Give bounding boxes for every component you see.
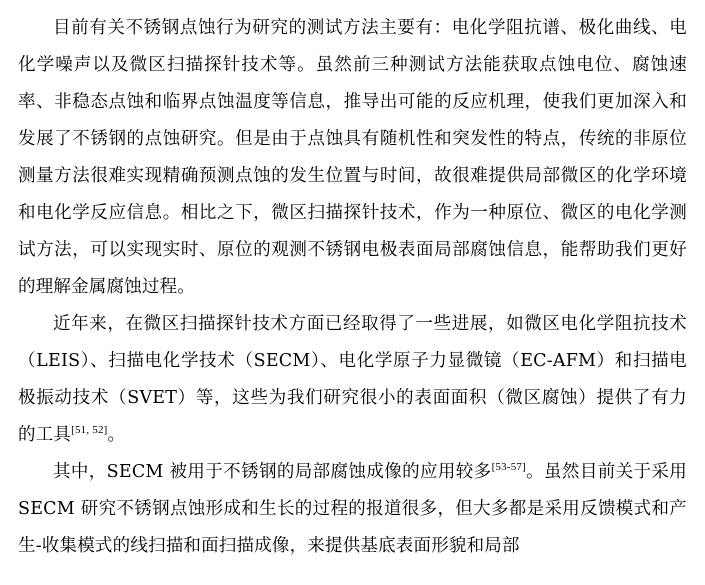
citation-reference-51-52: [51, 52] <box>71 424 108 437</box>
paragraph-3-text: 其中，SECM 被用于不锈钢的局部腐蚀成像的应用较多 <box>53 462 492 482</box>
paragraph-1: 目前有关不锈钢点蚀行为研究的测试方法主要有：电化学阻抗谱、极化曲线、电化学噪声以及微区扫描探针技术等。虽然前三种测试方法能获取点蚀电位、腐蚀速率、非稳态点蚀和临界点蚀温度等信息，推导出可能的反应机理，使我们更加深入和发展了不锈钢的点蚀研究。但是由于点蚀具有随机性和突发性的特点，传统的非原位测量方法很难实现精确预测点蚀的发生位置与时间，故很难提供局部微区的化学环境和电化学反应信息。相比之下，微区扫描探针技术，作为一种原位、微区的电化学测试方法，可以实现实时、原位的观测不锈钢电极表面局部腐蚀信息，能帮助我们更好的理解金属腐蚀过程。 <box>18 18 687 297</box>
paragraph-2 <box>18 306 687 454</box>
paragraph-2-text: 近年来，在微区扫描探针技术方面已经取得了一些进展，如微区电化学阻抗技术（LEIS）、扫描电化学技术（SECM）、电化学原子力显微镜（EC-AFM）和扫描电极振动技术（SVET）等，这些为我们研究很小的表面面积（微区腐蚀）提供了有力的工具 <box>18 314 687 445</box>
paragraph-3 <box>18 454 687 565</box>
paragraph-3-tail: 。虽然目前关于采用 SECM 研究不锈钢点蚀形成和生长的过程的报道很多，但大多都是采用反馈模式和产生-收集模式的线扫描和面扫描成像，来提供基底表面形貌和局部 <box>18 462 687 556</box>
paragraph-2-tail: 。 <box>107 425 126 445</box>
citation-reference-53-57: [53-57] <box>491 461 526 474</box>
